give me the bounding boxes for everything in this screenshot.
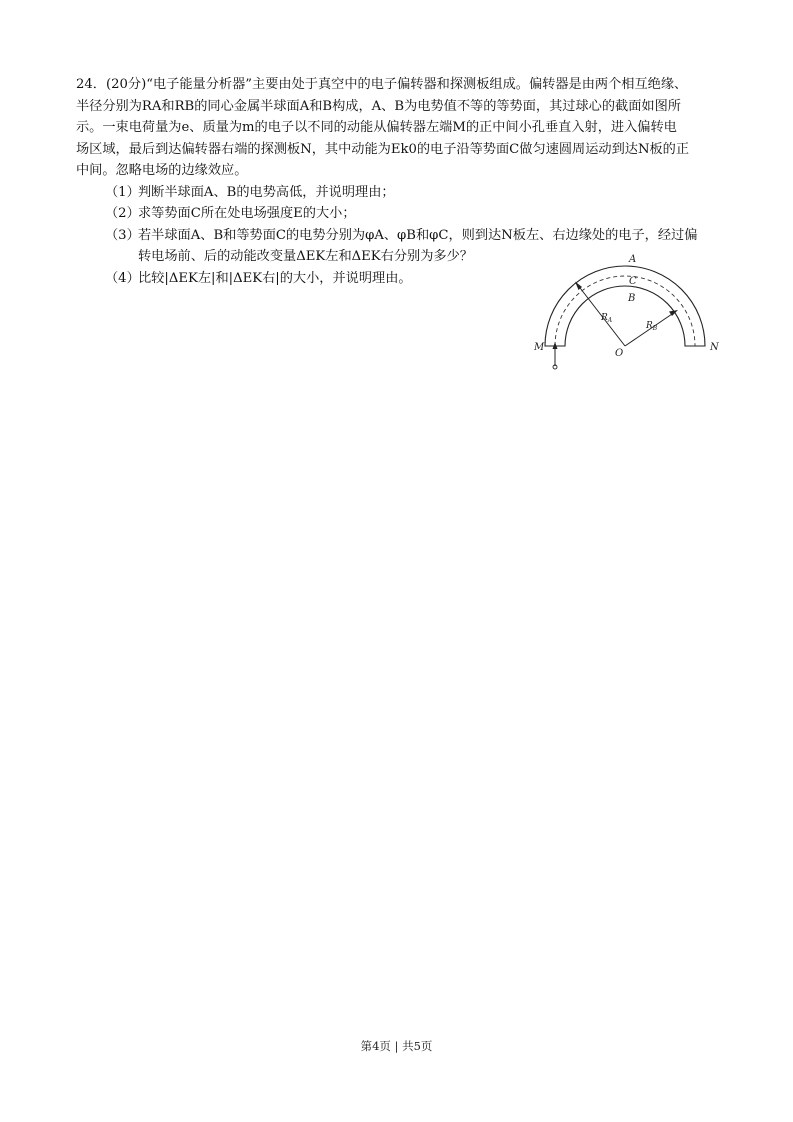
label-n: N — [710, 342, 719, 353]
label-m: M — [534, 342, 545, 353]
label-b: B — [628, 293, 636, 304]
part-number: （1） — [105, 184, 140, 200]
part-3-line-2: 转电场前、后的动能改变量ΔEK左和ΔEK右分别为多少？ — [138, 249, 473, 264]
stem-line-2: 半径分别为RA和RB的同心金属半球面A和B构成，A、B为电势值不等的等势面，其过球心的截面如图所 — [76, 98, 681, 114]
deflector-diagram-svg — [525, 250, 725, 375]
hemisphere-shell — [545, 266, 705, 346]
label-ra: $R_A$ — [601, 313, 613, 324]
part-number: （4） — [105, 270, 140, 286]
page-footer: 第4页 | 共5页 — [360, 1039, 433, 1053]
question-part-1 — [76, 182, 720, 204]
part-text: 求等势面C所在处电场强度E的大小； — [138, 206, 356, 221]
part-number: （2） — [105, 206, 140, 221]
stem-line-1: 24．(20分)“电子能量分析器”主要由处于真空中的电子偏转器和探测板组成。偏转器是由两个相互绝缘、 — [76, 77, 688, 92]
question-stem — [76, 74, 720, 182]
label-c: C — [629, 276, 637, 287]
part-3-line-1: 若半球面A、B和等势面C的电势分别为φA、φB和φC，则到达N板左、右边缘处的电子，经过偏 — [138, 227, 698, 243]
part-number: （3） — [105, 227, 140, 243]
part-text: 判断半球面A、B的电势高低，并说明理由； — [138, 184, 395, 200]
question-part-2 — [76, 203, 720, 225]
deflector-diagram — [525, 250, 725, 375]
stem-line-4: 场区域，最后到达偏转器右端的探测板N，其中动能为Ek0的电子沿等势面C做匀速圆周运动到达N板的正 — [76, 141, 690, 157]
stem-line-5: 中间。忽略电场的边缘效应。 — [76, 163, 248, 178]
label-o: O — [615, 348, 624, 359]
label-rb: $R_B$ — [646, 321, 658, 332]
part-text: 比较|ΔEK左|和|ΔEK右|的大小，并说明理由。 — [138, 270, 412, 286]
stem-line-3: 示。一束电荷量为e、质量为m的电子以不同的动能从偏转器左端M的正中间小孔垂直入射，进入偏转电 — [76, 120, 677, 135]
label-a: A — [629, 254, 637, 265]
